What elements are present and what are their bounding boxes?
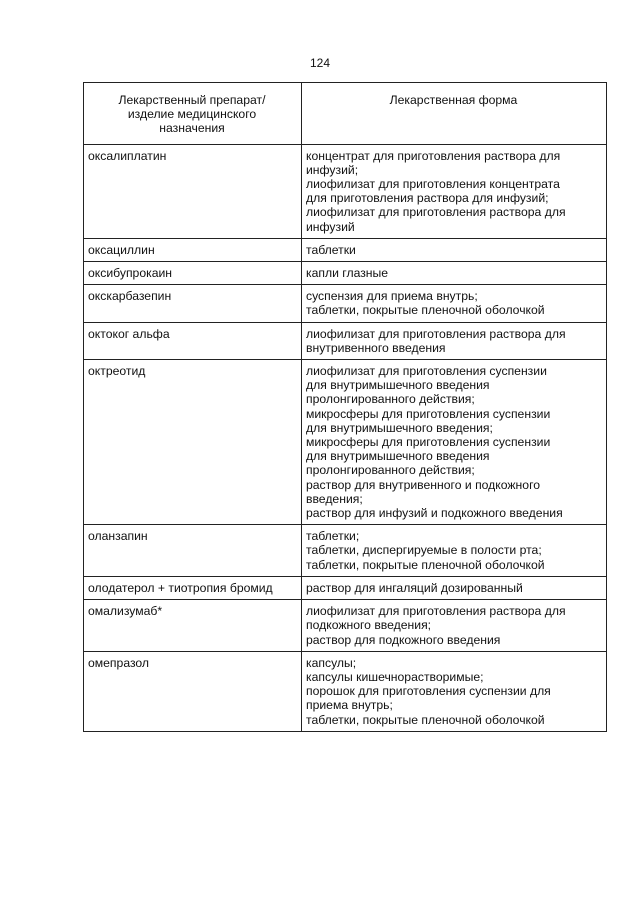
page-number: 124 (309, 56, 331, 70)
table-row (84, 238, 607, 261)
drug-table (83, 82, 607, 732)
table-row (84, 144, 607, 238)
drug-name: оланзапин (84, 525, 302, 577)
drug-form: капли глазные (302, 262, 607, 285)
drug-form: лиофилизат для приготовления раствора для внутривенного введения (302, 322, 607, 359)
drug-name: оксибупрокаин (84, 262, 302, 285)
drug-name: омепразол (84, 651, 302, 731)
drug-name: октоког альфа (84, 322, 302, 359)
table-row (84, 322, 607, 359)
table-header-row (84, 83, 607, 145)
table-row (84, 600, 607, 652)
drug-form: лиофилизат для приготовления раствора для подкожного введения; раствор для подкожного введения (302, 600, 607, 652)
drug-form: капсулы; капсулы кишечнорастворимые; порошок для приготовления суспензии для приема внутрь; таблетки, покрытые пленочной оболочкой (302, 651, 607, 731)
drug-form: суспензия для приема внутрь; таблетки, покрытые пленочной оболочкой (302, 285, 607, 322)
drug-form: концентрат для приготовления раствора для инфузий; лиофилизат для приготовления концентрата для приготовления раствора для инфузий; лиофилизат для приготовления раствора для инфузий (302, 144, 607, 238)
drug-name: октреотид (84, 360, 302, 525)
drug-name: олодатерол + тиотропия бромид (84, 576, 302, 599)
drug-name: омализумаб* (84, 600, 302, 652)
table-row (84, 262, 607, 285)
drug-name: оксациллин (84, 238, 302, 261)
drug-name: окскарбазепин (84, 285, 302, 322)
table-row (84, 360, 607, 525)
drug-form: лиофилизат для приготовления суспензии для внутримышечного введения пролонгированного действия; микросферы для приготовления суспензии для внутримышечного введения; микросферы для приготовления суспензии для внутримышечного введения пролонгированного действия; раствор для внутривенного и подкожного введения; раствор для инфузий и подкожного введения (302, 360, 607, 525)
table-row (84, 651, 607, 731)
table-row (84, 525, 607, 577)
table-row (84, 576, 607, 599)
drug-form: таблетки; таблетки, диспергируемые в полости рта; таблетки, покрытые пленочной оболочкой (302, 525, 607, 577)
drug-form: таблетки (302, 238, 607, 261)
header-form: Лекарственная форма (302, 83, 607, 145)
table-row (84, 285, 607, 322)
drug-form: раствор для ингаляций дозированный (302, 576, 607, 599)
drug-name: оксалиплатин (84, 144, 302, 238)
header-drug: Лекарственный препарат/ изделие медицинского назначения (84, 83, 302, 145)
